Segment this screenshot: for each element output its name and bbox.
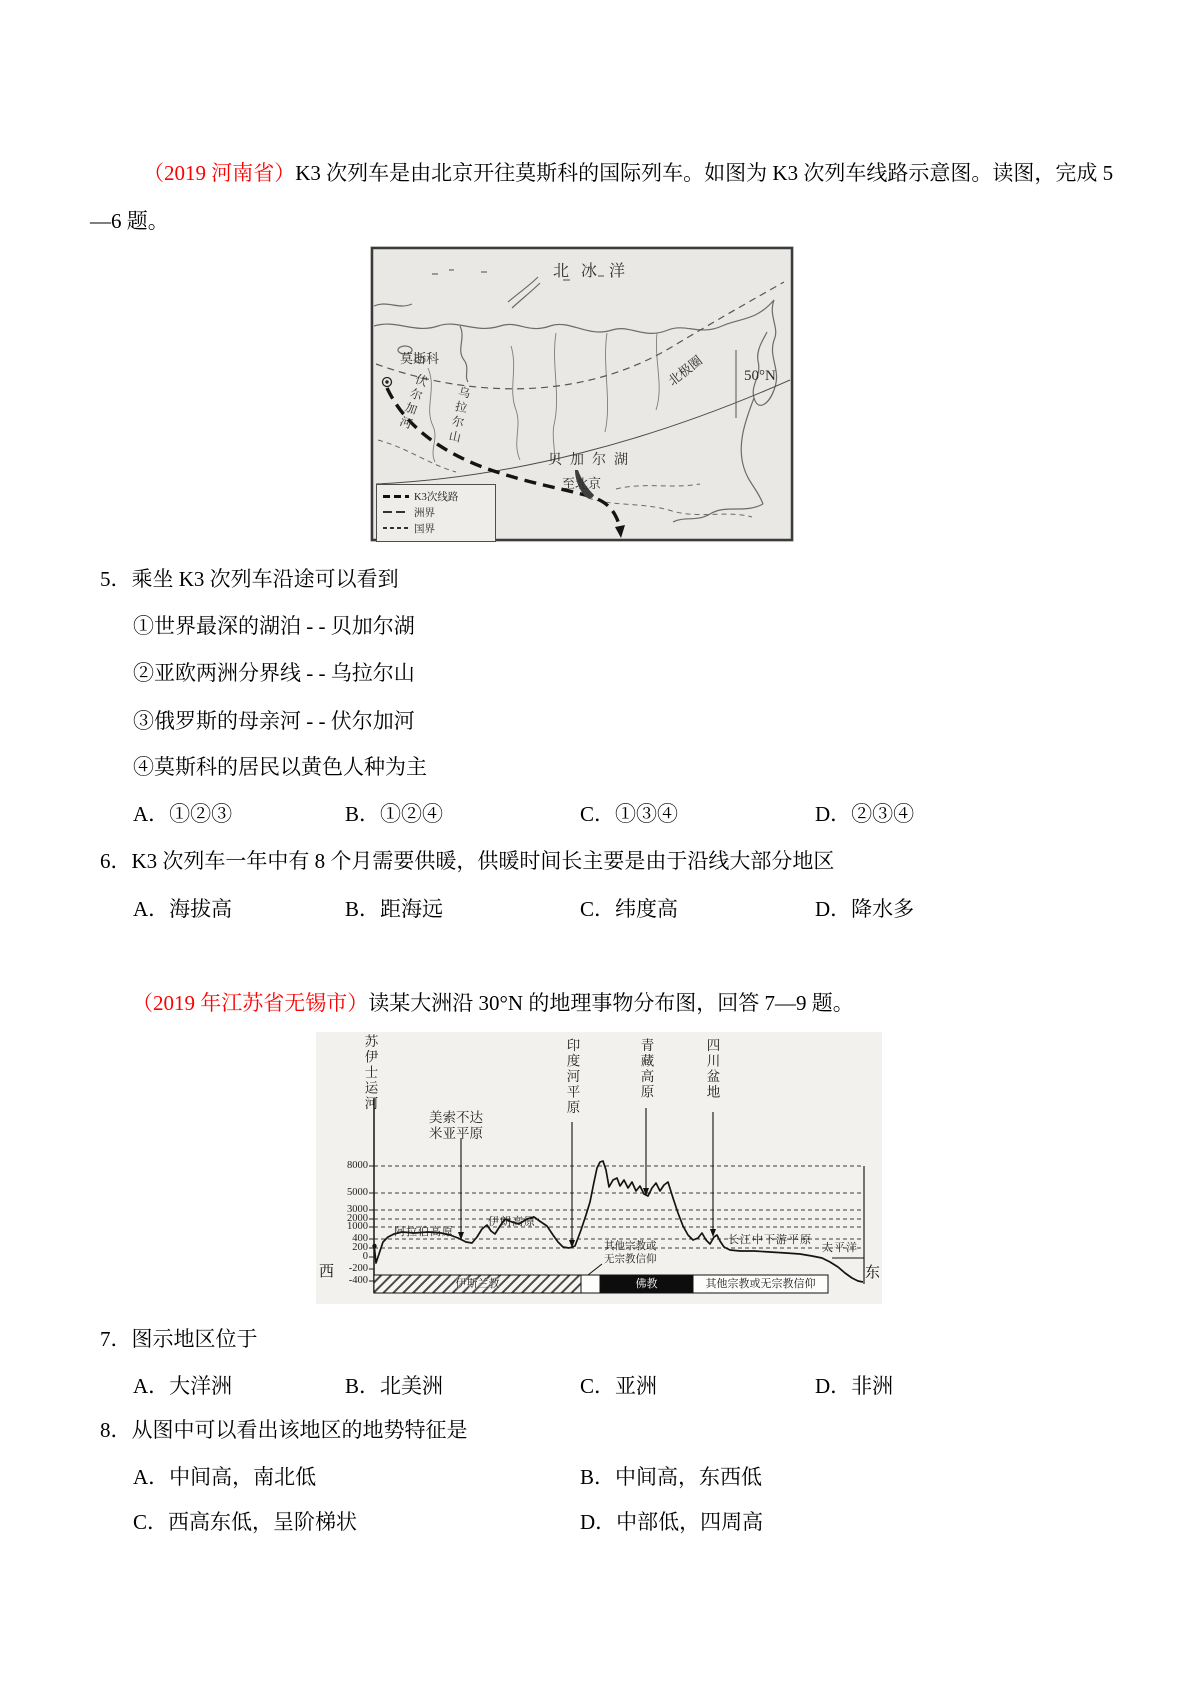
ytick-1000: 1000 xyxy=(347,1221,368,1232)
q7-option-c: C．亚洲 xyxy=(580,1374,658,1398)
q5-item-3: ③俄罗斯的母亲河 - - 伏尔加河 xyxy=(133,709,415,733)
chart-label-iranian-plateau: 伊朗高原 xyxy=(488,1216,536,1228)
bar-label-other-religion: 其他宗教或无宗教信仰 xyxy=(705,1278,816,1290)
k3-route-line-symbol xyxy=(383,495,409,498)
section2-intro-text: 读某大洲沿 30°N 的地理事物分布图，回答 7—9 题。 xyxy=(368,991,854,1015)
map-legend xyxy=(376,484,496,542)
ytick-8000: 8000 xyxy=(347,1160,368,1171)
q6-option-d: D．降水多 xyxy=(815,897,915,921)
chart-direction-west: 西 xyxy=(319,1264,335,1280)
q8-option-d: D．中部低，四周高 xyxy=(580,1510,764,1534)
q5-option-c: C．①③④ xyxy=(580,802,679,826)
q5-option-a: A．①②③ xyxy=(133,802,233,826)
map-label-arctic-ocean: 北冰洋 xyxy=(553,263,638,280)
q6-option-b: B．距海远 xyxy=(345,897,444,921)
map-legend-row-continent-boundary xyxy=(383,504,489,520)
ytick-neg200: -200 xyxy=(348,1263,368,1274)
chart-label-arabian-plateau: 阿拉伯高原 xyxy=(394,1226,454,1238)
q5-item-4: ④莫斯科的居民以黄色人种为主 xyxy=(133,755,427,779)
chart-annotation-other-religion: 其他宗教或无宗教信仰 xyxy=(604,1241,657,1265)
q6-option-a: A．海拔高 xyxy=(133,897,233,921)
map-legend-row-route xyxy=(383,488,489,504)
map-label-moscow: 莫斯科 xyxy=(400,351,440,366)
cross-section-chart-figure xyxy=(316,1032,882,1304)
q7-option-d: D．非洲 xyxy=(815,1374,894,1398)
ytick-0: 0 xyxy=(362,1251,368,1262)
ytick-400: 400 xyxy=(352,1233,368,1244)
chart-label-indus-plain: 印度河平原 xyxy=(564,1038,580,1116)
q7-option-a: A．大洋洲 xyxy=(133,1374,233,1398)
k3-route-map-figure xyxy=(370,246,794,542)
q5-item-1: ①世界最深的湖泊 - - 贝加尔湖 xyxy=(133,614,415,638)
k3-route-line-label: K3次线路 xyxy=(414,491,459,503)
chart-label-yangtze-plain: 长江中下游平原 xyxy=(728,1234,812,1246)
bar-label-islam: 伊斯兰教 xyxy=(455,1278,500,1290)
continent-boundary-symbol xyxy=(383,511,409,513)
national-boundary-label: 国界 xyxy=(414,523,435,535)
q5-option-d: D．②③④ xyxy=(815,802,915,826)
map-label-arctic-circle: 北极圈 xyxy=(665,352,706,389)
section2-source-tag: （2019 年江苏省无锡市） xyxy=(132,991,369,1015)
map-label-volga-river: 伏尔加河 xyxy=(396,371,430,433)
q8-option-b: B．中间高，东西低 xyxy=(580,1465,763,1489)
q8-option-a: A．中间高，南北低 xyxy=(133,1465,317,1489)
chart-direction-east: 东 xyxy=(865,1265,881,1281)
section2-intro-paragraph xyxy=(132,990,854,1016)
ytick-200: 200 xyxy=(352,1242,368,1253)
map-legend-row-national-boundary xyxy=(383,520,489,536)
chart-label-qinghai-tibet-plateau: 青藏高原 xyxy=(638,1038,654,1100)
q8-option-c: C．西高东低，呈阶梯状 xyxy=(133,1510,358,1534)
q6-option-c: C．纬度高 xyxy=(580,897,679,921)
chart-label-pacific-ocean: 太平洋 xyxy=(822,1242,858,1254)
q5-option-b: B．①②④ xyxy=(345,802,444,826)
map-label-latitude-50n: 50°N xyxy=(744,368,776,384)
q8-stem: 8．从图中可以看出该地区的地势特征是 xyxy=(100,1418,468,1442)
q7-option-b: B．北美洲 xyxy=(345,1374,444,1398)
ytick-2000: 2000 xyxy=(347,1213,368,1224)
chart-label-sichuan-basin: 四川盆地 xyxy=(704,1038,720,1100)
bar-label-buddhism: 佛教 xyxy=(635,1278,658,1290)
national-boundary-symbol xyxy=(383,527,409,529)
ytick-3000: 3000 xyxy=(347,1204,368,1215)
map-label-ural-mountains: 乌拉尔山 xyxy=(445,384,473,447)
map-label-lake-baikal: 贝加尔湖 xyxy=(548,453,636,468)
q5-item-2: ②亚欧两洲分界线 - - 乌拉尔山 xyxy=(133,661,415,685)
chart-label-suez-canal: 苏伊士运河 xyxy=(362,1034,378,1112)
continent-boundary-label: 洲界 xyxy=(414,507,435,519)
chart-label-mesopotamia-plain: 美索不达米亚平原 xyxy=(429,1110,483,1141)
ytick-5000: 5000 xyxy=(347,1187,368,1198)
map-label-to-beijing: 至北京 xyxy=(562,476,602,491)
section1-intro-paragraph xyxy=(90,149,1118,245)
section1-intro-text: K3 次列车是由北京开往莫斯科的国际列车。如图为 K3 次列车线路示意图。读图，完成 5—6 题。 xyxy=(90,161,1114,233)
section1-source-tag: （2019 河南省） xyxy=(143,161,296,185)
ytick-neg400: -400 xyxy=(348,1275,368,1286)
q6-stem: 6．K3 次列车一年中有 8 个月需要供暖，供暖时间长主要是由于沿线大部分地区 xyxy=(100,849,835,873)
q7-stem: 7．图示地区位于 xyxy=(100,1327,258,1351)
q5-stem: 5．乘坐 K3 次列车沿途可以看到 xyxy=(100,567,399,591)
